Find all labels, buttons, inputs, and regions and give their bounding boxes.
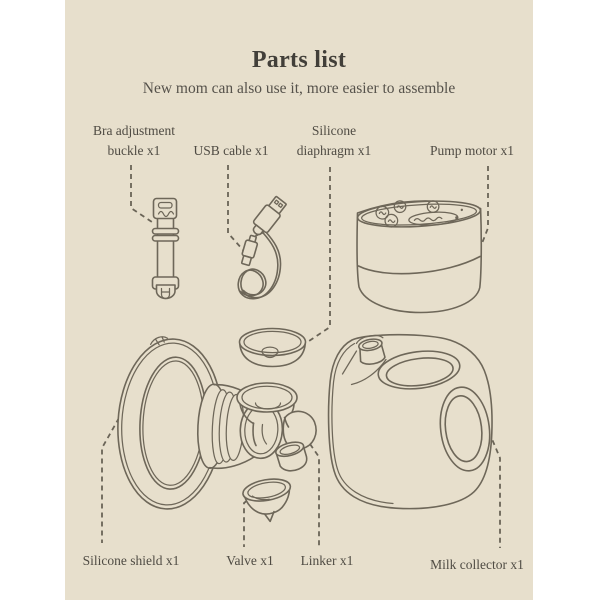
leader-bra-buckle [131,165,152,222]
label-line: Silicone [311,123,357,138]
label-silicone-shield [83,551,180,571]
page-subtitle: New mom can also use it, more easier to assemble [142,80,456,97]
label-pump-motor [430,141,514,161]
pump-motor-illustration [357,196,482,313]
usb-cable-illustration [238,195,288,299]
label-linker [301,551,354,571]
label-line: Linker x1 [300,553,354,568]
micro-usb-connector [240,234,260,266]
label-valve [226,551,274,571]
label-line: Milk collector x1 [430,557,524,572]
label-line: Valve x1 [226,553,274,568]
page-title: Parts list [251,47,347,73]
label-line: buckle x1 [107,143,161,158]
leader-linker [310,444,319,548]
leader-silicone-shield [102,418,119,543]
label-line: Silicone shield x1 [82,553,180,568]
label-line: Bra adjustment [92,123,176,138]
label-bra-adjustment-buckle [93,121,175,161]
silicone-diaphragm-illustration [240,329,306,367]
leader-silicone-diaphragm [306,167,330,343]
usb-a-connector [248,195,288,239]
bra-buckle-illustration [153,199,179,299]
label-line: Pump motor x1 [429,143,515,158]
label-line: USB cable x1 [193,143,269,158]
leader-usb-cable [228,165,243,250]
label-line: diaphragm x1 [296,143,372,158]
valve-illustration [241,476,296,526]
label-silicone-diaphragm [297,121,372,161]
label-milk-collector [430,555,524,575]
milk-collector-illustration [329,334,495,509]
label-usb-cable [194,141,269,161]
